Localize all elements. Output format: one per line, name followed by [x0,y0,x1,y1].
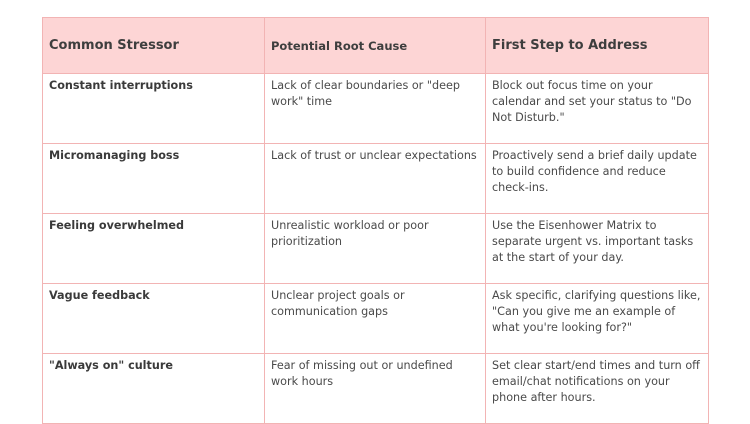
first-step-cell: Proactively send a brief daily update to build confidence and reduce check-ins. [486,144,709,214]
stressor-table-container [42,17,708,424]
root-cause-cell: Unrealistic workload or poor prioritization [265,214,486,284]
first-step-cell: Set clear start/end times and turn off email/chat notifications on your phone after hours. [486,354,709,424]
root-cause-cell: Lack of clear boundaries or "deep work" time [265,74,486,144]
header-potential-root-cause: Potential Root Cause [265,18,486,74]
stressor-table [42,17,709,424]
header-common-stressor: Common Stressor [43,18,265,74]
table-body [43,74,709,424]
table-row [43,214,709,284]
first-step-cell: Use the Eisenhower Matrix to separate urgent vs. important tasks at the start of your day. [486,214,709,284]
table-row [43,144,709,214]
stressor-cell: Feeling overwhelmed [43,214,265,284]
root-cause-cell: Fear of missing out or undefined work hours [265,354,486,424]
table-row [43,284,709,354]
first-step-cell: Block out focus time on your calendar and set your status to "Do Not Disturb." [486,74,709,144]
root-cause-cell: Unclear project goals or communication gaps [265,284,486,354]
stressor-cell: Vague feedback [43,284,265,354]
table-row [43,74,709,144]
header-row [43,18,709,74]
header-first-step: First Step to Address [486,18,709,74]
table-header [43,18,709,74]
table-row [43,354,709,424]
first-step-cell: Ask specific, clarifying questions like, "Can you give me an example of what you're looking for?" [486,284,709,354]
stressor-cell: Constant interruptions [43,74,265,144]
stressor-cell: Micromanaging boss [43,144,265,214]
root-cause-cell: Lack of trust or unclear expectations [265,144,486,214]
stressor-cell: "Always on" culture [43,354,265,424]
